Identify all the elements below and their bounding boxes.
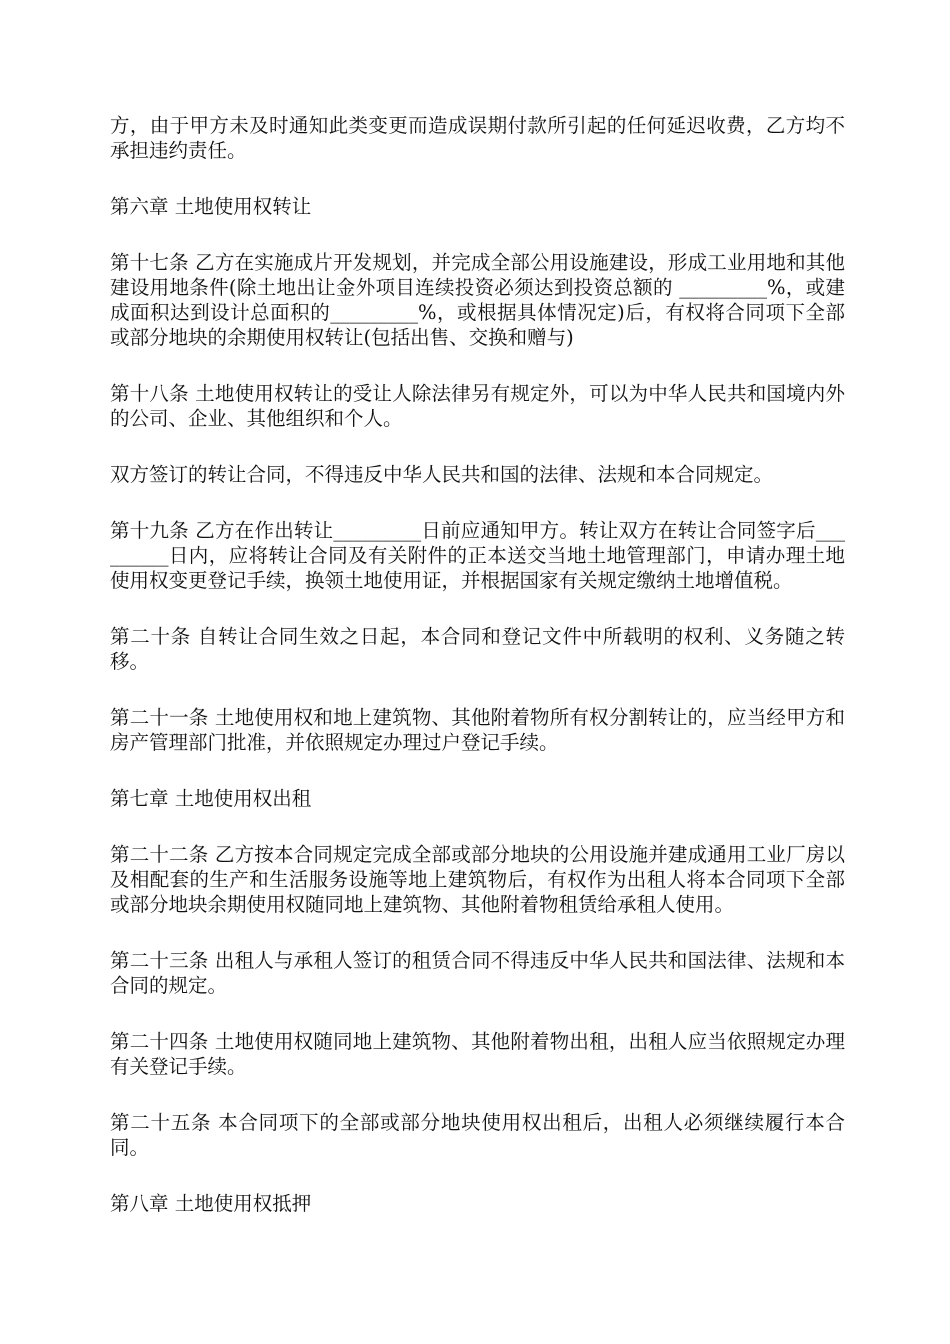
article-25: 第二十五条 本合同项下的全部或部分地块使用权出租后，出租人必须继续履行本合同。 bbox=[110, 1111, 845, 1159]
article-20: 第二十条 自转让合同生效之日起，本合同和登记文件中所载明的权利、义务随之转移。 bbox=[110, 625, 845, 673]
article-23: 第二十三条 出租人与承租人签订的租赁合同不得违反中华人民共和国法律、法规和本合同的规定。 bbox=[110, 949, 845, 997]
article-19: 第十九条 乙方在作出转让_________日前应通知甲方。转让双方在转让合同签字后_________日内，应将转让合同及有关附件的正本送交当地土地管理部门，申请办理土地使用权变更登记手续，换领土地使用证，并根据国家有关规定缴纳土地增值税。 bbox=[110, 519, 845, 592]
article-24: 第二十四条 土地使用权随同地上建筑物、其他附着物出租，出租人应当依照规定办理有关登记手续。 bbox=[110, 1030, 845, 1078]
chapter-heading-8: 第八章 土地使用权抵押 bbox=[110, 1192, 312, 1215]
article-18-clause: 双方签订的转让合同，不得违反中华人民共和国的法律、法规和本合同规定。 bbox=[110, 463, 774, 486]
article-22: 第二十二条 乙方按本合同规定完成全部或部分地块的公用设施并建成通用工业厂房以及相配套的生产和生活服务设施等地上建筑物后，有权作为出租人将本合同项下全部或部分地块余期使用权随同地上建筑物、其他附着物租赁给承租人使用。 bbox=[110, 843, 845, 916]
article-18: 第十八条 土地使用权转让的受让人除法律另有规定外，可以为中华人民共和国境内外的公司、企业、其他组织和个人。 bbox=[110, 382, 845, 430]
document-page bbox=[110, 113, 845, 1247]
chapter-heading-6: 第六章 土地使用权转让 bbox=[110, 195, 312, 218]
article-21: 第二十一条 土地使用权和地上建筑物、其他附着物所有权分割转让的，应当经甲方和房产管理部门批准，并依照规定办理过户登记手续。 bbox=[110, 706, 845, 754]
article-17: 第十七条 乙方在实施成片开发规划，并完成全部公用设施建设，形成工业用地和其他建设用地条件(除土地出让金外项目连续投资必须达到投资总额的 _________%，或建成面积达到设计总面积的_________%，或根据具体情况定)后，有权将合同项下全部或部分地块的余期使用权转让(包括出售、交换和赠与) bbox=[110, 251, 845, 349]
paragraph-continuation: 方，由于甲方未及时通知此类变更而造成误期付款所引起的任何延迟收费，乙方均不承担违约责任。 bbox=[110, 114, 845, 162]
chapter-heading-7: 第七章 土地使用权出租 bbox=[110, 787, 312, 810]
